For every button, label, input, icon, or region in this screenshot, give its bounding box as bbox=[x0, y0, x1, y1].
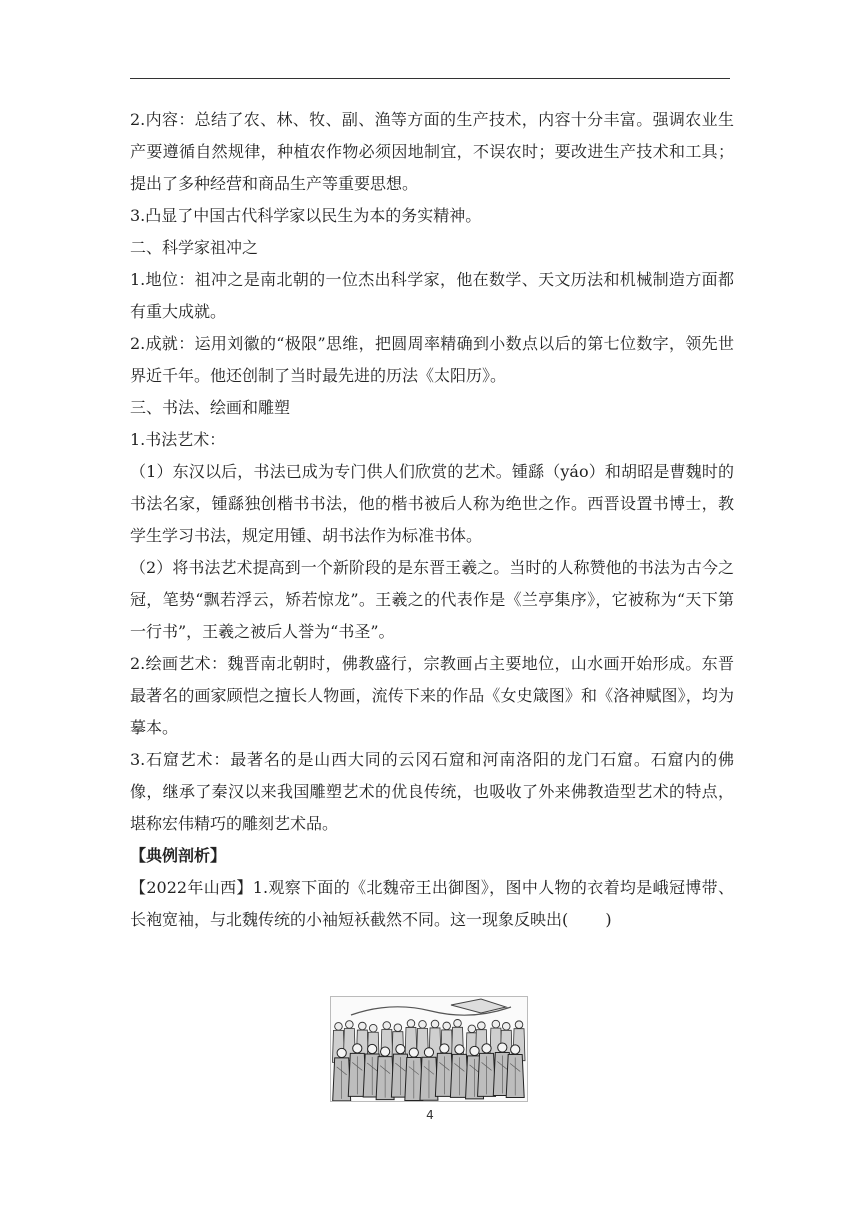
paragraph-content: 2.内容：总结了农、林、牧、副、渔等方面的生产技术，内容十分丰富。强调农业生产要遵循自然规律，种植农作物必须因地制宜，不误农时；要改进生产技术和工具；提出了多种经营和商品生产等重要思想。 bbox=[130, 110, 734, 193]
paragraph-calligraphy-1: （1）东汉以后，书法已成为专门供人们欣赏的艺术。锺繇（yáo）和胡昭是曹魏时的书法名家，锺繇独创楷书书法，他的楷书被后人称为绝世之作。西晋设置书博士，教学生学习书法，规定用锺、胡书法作为标准书体。 bbox=[130, 462, 734, 545]
question-text: 【2022年山西】1.观察下面的《北魏帝王出御图》，图中人物的衣着均是峨冠博带、长袍宽袖，与北魏传统的小袖短袄截然不同。这一现象反映出( ) bbox=[130, 878, 734, 929]
paragraph-achievement: 2.成就：运用刘徽的“极限”思维，把圆周率精确到小数点以后的第七位数字，领先世界近千年。他还创制了当时最先进的历法《太阳历》。 bbox=[130, 334, 734, 385]
header-rule bbox=[130, 78, 730, 79]
subheading-calligraphy: 1.书法艺术： bbox=[130, 430, 226, 449]
heading-arts: 三、书法、绘画和雕塑 bbox=[130, 398, 291, 417]
page-number: 4 bbox=[426, 1108, 434, 1122]
paragraph-painting: 2.绘画艺术：魏晋南北朝时，佛教盛行，宗教画占主要地位，山水画开始形成。东晋最著名的画家顾恺之擅长人物画，流传下来的作品《女史箴图》和《洛神赋图》，均为摹本。 bbox=[130, 654, 734, 737]
document-body bbox=[130, 104, 734, 936]
paragraph-grottoes: 3.石窟艺术：最著名的是山西大同的云冈石窟和河南洛阳的龙门石窟。石窟内的佛像，继承了秦汉以来我国雕塑艺术的优良传统，也吸收了外来佛教造型艺术的特点，堪称宏伟精巧的雕刻艺术品。 bbox=[130, 750, 734, 833]
procession-illustration-icon bbox=[330, 996, 528, 1102]
heading-zu-chongzhi: 二、科学家祖冲之 bbox=[130, 238, 259, 257]
section-heading: 【典例剖析】 bbox=[130, 846, 227, 865]
paragraph-status: 1.地位：祖冲之是南北朝的一位杰出科学家，他在数学、天文历法和机械制造方面都有重大成就。 bbox=[130, 270, 734, 321]
paragraph-calligraphy-2: （2）将书法艺术提高到一个新阶段的是东晋王羲之。当时的人称赞他的书法为古今之冠，笔势“飘若浮云，矫若惊龙”。王羲之的代表作是《兰亭集序》，它被称为“天下第一行书”，王羲之被后人誉为“书圣”。 bbox=[130, 558, 734, 641]
paragraph-spirit: 3.凸显了中国古代科学家以民生为本的务实精神。 bbox=[130, 206, 482, 225]
